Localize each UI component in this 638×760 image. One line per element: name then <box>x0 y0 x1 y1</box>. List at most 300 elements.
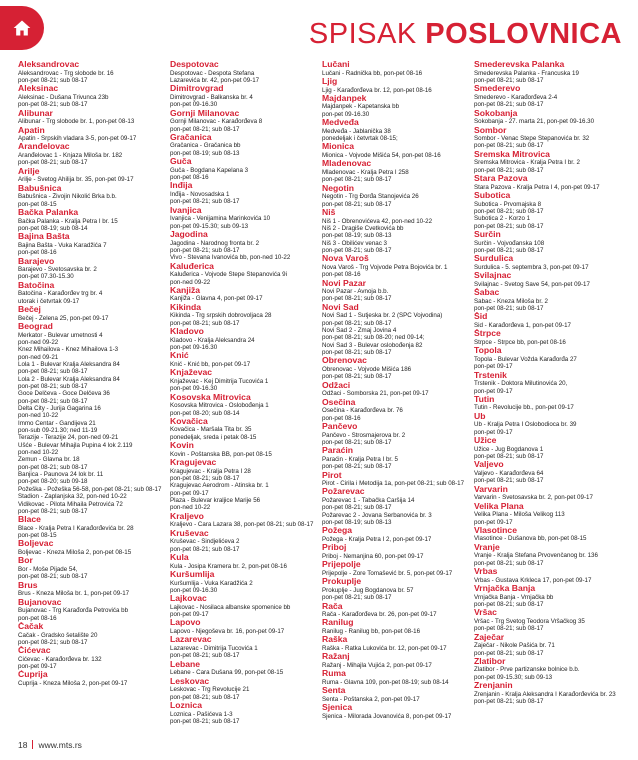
branch-detail: Kragujevac - Kralja Petra I 28 <box>170 467 251 475</box>
branch-detail: Zemun - Glavna br. 18 <box>18 456 80 464</box>
branch-entry <box>170 157 319 181</box>
city-name: Novi Pazar <box>322 278 366 288</box>
city-name: Niš <box>322 207 336 217</box>
branch-detail: Kruševac - Sindjelićeva 2 <box>170 538 240 546</box>
footer-divider <box>32 740 33 749</box>
branch-detail: Rača - Karađorđeva br. 26, pon-pet 09-17 <box>322 611 437 619</box>
branch-entry <box>170 181 319 205</box>
branch-detail: Pančevo - Štrosmajerova br. 2 <box>322 431 406 439</box>
branch-detail: Vlasotince - Dušanova bb, pon-pet 08-15 <box>474 535 587 543</box>
branch-detail: pon-pet 08-16 <box>18 614 57 622</box>
city-name: Mladenovac <box>322 159 372 169</box>
page-title <box>309 18 622 51</box>
city-name: Lučani <box>322 60 350 69</box>
branch-entry <box>474 84 623 108</box>
branch-entry <box>322 422 471 446</box>
branch-detail: Požarevac 2 - Jovana Šerbanovića br. 3 <box>322 511 432 519</box>
branch-detail: Požega - Kralja Petra I 2, pon-pet 09-17 <box>322 536 432 544</box>
branch-detail: Gračanica - Gračanica bb <box>170 142 241 150</box>
city-name: Novi Sad <box>322 302 359 312</box>
city-name: Loznica <box>170 700 202 710</box>
branch-detail: Kanjiža - Glavna 4, pon-pet 09-17 <box>170 295 263 303</box>
branch-detail: pon-ned 09-21 <box>18 353 59 361</box>
branch-entry <box>170 368 319 392</box>
branch-entry <box>18 142 167 166</box>
branch-detail: Ranilug - Ranilug bb, pon-pet 08-16 <box>322 628 421 636</box>
branch-entry <box>170 570 319 594</box>
branch-detail: Ivanjica - Venijamina Marinkovića 10 <box>170 215 271 223</box>
branch-detail: Obrenovac - Vojvode Mišića 186 <box>322 366 412 374</box>
branch-detail: pon-pet 08-21; sub 08-17 <box>18 507 88 515</box>
branch-entry <box>322 356 471 380</box>
branch-detail: pon-pet 08-21; sub 08-17 <box>322 319 392 327</box>
branch-entry <box>322 703 471 720</box>
city-name: Kraljevo <box>170 511 204 521</box>
city-name: Kikinda <box>170 302 202 312</box>
branch-entry <box>474 657 623 681</box>
branch-entry <box>474 126 623 150</box>
branch-entry <box>18 556 167 580</box>
branch-detail: Raška - Ratka Lukovića br. 12, pon-pet 09-17 <box>322 645 447 652</box>
city-name: Obrenovac <box>322 356 367 366</box>
city-name: Jagodina <box>170 229 208 239</box>
branch-entry <box>322 669 471 686</box>
branch-detail: pon-pet 09-16.30 <box>170 385 218 393</box>
branch-detail: Bečej - Zelena 25, pon-pet 09-17 <box>18 314 109 322</box>
branch-detail: Požeška - Požeška 56-58, pon-pet 08-21; sub 08-17 <box>18 485 162 493</box>
city-name: Paraćin <box>322 446 354 456</box>
branch-detail: Surčin - Vojvođanska 108 <box>474 239 545 247</box>
branch-detail: Brus - Kneza Miloša br. 1, pon-pet 09-17 <box>18 590 130 598</box>
branch-detail: Prijepolje - Zore Tomašević br. 5, pon-pet 09-17 <box>322 569 453 577</box>
branch-detail: Knjaževac - Kej Dimitrija Tucovića 1 <box>170 377 269 385</box>
city-name: Šid <box>474 312 488 322</box>
city-name: Kanjiža <box>170 285 201 295</box>
branch-entry <box>474 371 623 395</box>
city-name: Ub <box>474 411 486 421</box>
city-name: Dimitrovgrad <box>170 84 224 94</box>
branch-entry <box>170 303 319 327</box>
branch-detail: utorak i četvrtak 09-17 <box>18 297 80 305</box>
city-name: Lebane <box>170 659 201 669</box>
branch-entry <box>322 94 471 118</box>
branch-entry <box>170 109 319 133</box>
city-name: Alibunar <box>18 108 53 118</box>
branch-entry <box>18 84 167 108</box>
branch-detail: Subotica - Prvomajska 8 <box>474 200 542 208</box>
city-name: Svilajnac <box>474 271 512 281</box>
branch-detail: Lola 2 - Bulevar Kralja Aleksandra 84 <box>18 375 120 383</box>
city-name: Kovačica <box>170 416 208 426</box>
branch-entry <box>474 230 623 254</box>
city-name: Bajina Bašta <box>18 232 70 242</box>
branch-detail: pon-pet 09-17 <box>474 428 513 436</box>
branch-entry <box>18 322 167 515</box>
branch-detail: pon-pet 08-21; sub 08-17 <box>18 573 88 581</box>
branch-detail: Banjica - Paunova 24 lok br. 11 <box>18 471 104 479</box>
branch-detail: Kikinda - Trg srpskih dobrovoljaca 28 <box>170 312 272 320</box>
branch-detail: Užice - Jug Bogdanova 1 <box>474 445 544 453</box>
branch-detail: pon-ned 10-22 <box>18 449 59 457</box>
city-name: Boljevac <box>18 539 54 549</box>
city-name: Užice <box>474 436 497 446</box>
branch-detail: Stara Pazova - Kralja Petra I 4, pon-pet 09-17 <box>474 183 600 191</box>
city-name: Pirot <box>322 470 342 480</box>
branch-entry <box>322 543 471 560</box>
city-name: Vranje <box>474 542 500 552</box>
branch-entry <box>170 512 319 529</box>
branch-detail: Medveđa - Jablanička 38 <box>322 127 391 135</box>
home-icon <box>12 18 32 38</box>
city-name: Despotovac <box>170 60 219 69</box>
branch-detail: pon-pet 08-19; sub 08-13 <box>322 519 392 527</box>
city-name: Smederevska Palanka <box>474 60 565 69</box>
branch-detail: pon-pet 08-21; sub 08-17 <box>474 453 544 460</box>
branch-detail: pon-ned 10-22 <box>170 504 211 512</box>
city-name: Ražanj <box>322 652 350 662</box>
branch-detail: Blace - Kralja Petra I Karađorđevića br. 28 <box>18 524 134 532</box>
branch-entry <box>322 303 471 357</box>
branch-detail: Despotovac - Despota Stefana <box>170 69 255 77</box>
branch-detail: pon-pet 08-21; sub 08-17 <box>474 142 544 150</box>
branch-detail: pon-pet 08-21; sub 08-17 <box>322 176 392 184</box>
branch-entry <box>474 312 623 329</box>
branch-detail: pon-pet 08-21; sub 08-17 <box>474 76 544 84</box>
branch-detail: pon-pet 09-17 <box>18 663 57 671</box>
branch-entry <box>170 327 319 351</box>
branch-entry <box>170 206 319 230</box>
branch-entry <box>322 635 471 652</box>
branch-detail: pon-pet 09-17 <box>170 489 209 497</box>
city-name: Ranilug <box>322 618 354 628</box>
branch-entry <box>322 577 471 601</box>
city-name: Majdanpek <box>322 93 367 103</box>
city-name: Bečej <box>18 305 41 315</box>
branch-detail: Ćuprija - Kneza Miloša 2, pon-pet 09-17 <box>18 680 128 688</box>
branch-entry <box>474 633 623 657</box>
branch-detail: pon-pet 08-21; sub 08-17 <box>170 652 240 660</box>
branch-detail: pon-sub 09-21.30; ned 11-19 <box>18 427 98 435</box>
branch-detail: pon-pet 08-21; sub 08-17 <box>322 463 392 471</box>
branch-detail: pon-pet 08-21; sub 08-17 <box>170 246 240 254</box>
city-name: Stara Pazova <box>474 174 528 184</box>
branch-detail: pon-ned 09-22 <box>18 338 59 346</box>
branch-entry <box>170 351 319 368</box>
branch-detail: Merkator - Bulevar umetnosti 4 <box>18 331 103 339</box>
city-name: Inđija <box>170 181 193 191</box>
branch-detail: pon-pet 08-21; sub 08-17 <box>18 638 88 646</box>
branch-detail: Dimitrovgrad - Balkanska br. 4 <box>170 93 253 101</box>
branch-detail: pon-pet 08-19; sub 08-13 <box>322 232 392 240</box>
branch-detail: Kula - Josipa Kramera br. 2, pon-pet 08-16 <box>170 562 287 570</box>
branch-detail: Kaluđerica - Vojvode Stepe Stepanovića 9i <box>170 271 287 279</box>
branch-detail: Kovin - Poštanska BB, pon-pet 08-15 <box>170 450 272 458</box>
branch-detail: pon-pet 09-15.30; sub 09-13 <box>170 222 249 230</box>
branch-detail: Bor - Moše Pijade 54, <box>18 566 78 573</box>
branch-detail: Bačka Palanka - Kralja Petra I br. 15 <box>18 217 118 225</box>
branch-entry <box>474 436 623 460</box>
branch-detail: Kuršumlija - Vuka Karadžića 2 <box>170 579 253 587</box>
page-title-part2: POSLOVNICA <box>425 18 622 50</box>
city-name: Gornji Milanovac <box>170 108 240 118</box>
branch-entry <box>170 701 319 725</box>
city-name: Raška <box>322 635 348 645</box>
branch-detail: pon-pet 08-21; sub 08-17 <box>18 76 88 84</box>
branch-detail: Vivo - Stevana Ivanovića bb, pon-ned 10-22 <box>170 254 291 262</box>
branch-entry <box>322 159 471 183</box>
city-name: Prokuplje <box>322 577 362 587</box>
city-name: Smederevo <box>474 84 521 94</box>
branch-entry <box>18 305 167 322</box>
branch-entry <box>474 288 623 312</box>
branch-entry <box>474 191 623 230</box>
city-name: Odžaci <box>322 380 351 390</box>
branch-detail: pon-pet 08-21; sub 08-17 <box>18 368 88 376</box>
city-name: Knjaževac <box>170 368 213 378</box>
branch-detail: pon-pet 08-21; sub 08-17 <box>322 349 392 357</box>
branch-detail: pon-pet 08-21; sub 08-17 <box>474 207 544 215</box>
branch-detail: Topola - Bulevar Vožda Karađorđa 27 <box>474 355 577 363</box>
branch-entry <box>18 581 167 598</box>
city-name: Zlatibor <box>474 656 506 666</box>
branch-detail: Šabac - Kneza Miloša br. 2 <box>474 297 548 305</box>
branch-entry <box>474 681 623 705</box>
branch-detail: Vršac - Trg Svetog Teodora Vršačkog 35 <box>474 617 585 625</box>
city-name: Kosovska Mitrovica <box>170 392 251 402</box>
branch-detail: pon-ned 10-22 <box>18 412 59 420</box>
city-name: Ivanjica <box>170 205 202 215</box>
branch-detail: Lebane - Cara Dušana 99, pon-pet 08-15 <box>170 669 284 677</box>
branch-detail: Požarevac 1 - Tabačka Čaršija 14 <box>322 497 415 505</box>
home-button[interactable] <box>0 6 44 50</box>
branch-entry <box>322 184 471 208</box>
branch-detail: Ražanj - Mihajla Vujića 2, pon-pet 09-17 <box>322 661 432 669</box>
branch-detail: ponedeljak i četvrtak 08-15; <box>322 135 398 143</box>
branch-detail: Plaza - Bulevar kraljice Marije 56 <box>170 497 261 505</box>
branch-detail: pon-pet 08-21; sub 08-17 <box>170 717 240 725</box>
city-name: Ruma <box>322 669 346 679</box>
city-name: Vlasotince <box>474 525 517 535</box>
branch-entry <box>474 412 623 436</box>
city-name: Surdulica <box>474 254 514 264</box>
branch-entry <box>170 458 319 512</box>
city-name: Čačak <box>18 621 44 631</box>
branch-detail: Bajina Bašta - Vuka Karadžića 7 <box>18 241 107 249</box>
branch-detail: pon-pet 08-16 <box>170 174 209 182</box>
branch-entry <box>322 398 471 422</box>
branch-detail: pon-pet 08-21; sub 08-17 <box>474 222 544 230</box>
city-name: Štrpce <box>474 329 501 339</box>
city-name: Šabac <box>474 288 500 298</box>
branch-detail: Jagodina - Narodnog fronta br. 2 <box>170 239 260 247</box>
branch-detail: Lola 1 - Bulevar Kralja Aleksandra 84 <box>18 360 120 368</box>
branch-entry <box>170 618 319 635</box>
branch-detail: Štrpce - Štrpce bb, pon-pet 08-16 <box>474 338 566 346</box>
city-name: Aleksandrovac <box>18 60 80 69</box>
branch-entry <box>322 77 471 94</box>
branch-entry <box>18 539 167 556</box>
branch-detail: Apatin - Srpskih vladara 3-5, pon-pet 09-17 <box>18 135 137 143</box>
city-name: Priboj <box>322 543 347 553</box>
city-name: Aleksinac <box>18 84 59 94</box>
branch-entry <box>474 543 623 567</box>
branch-detail: Subotica 2 - Korzo 1 <box>474 215 531 223</box>
branch-detail: pon-pet 08-21; sub 08-17 <box>474 305 544 313</box>
city-name: Požarevac <box>322 487 365 497</box>
branch-entry <box>474 502 623 526</box>
city-name: Lazarevac <box>170 635 212 645</box>
branch-detail: Lapovo - Njegoševa br. 16, pon-pet 09-17 <box>170 628 285 636</box>
branch-entry <box>474 174 623 191</box>
branch-detail: Pirot - Ćirila i Metodija 1a, pon-pet 08-21; sub 08-17 <box>322 480 465 488</box>
branch-detail: pon-pet 09-16.30 <box>170 586 218 594</box>
city-name: Bujanovac <box>18 597 62 607</box>
city-name: Trstenik <box>474 370 507 380</box>
branch-detail: Valjevo - Karađorđeva 64 <box>474 469 544 477</box>
branch-detail: Niš 1 - Obrenovićeva 42, pon-ned 10-22 <box>322 217 433 225</box>
branch-detail: pon-pet 08-21; sub 08-17 <box>474 166 544 174</box>
branch-detail: Lučani - Radnička bb, pon-pet 08-16 <box>322 69 423 77</box>
branch-detail: Novi Sad 2 - Zmaj Jovina 4 <box>322 327 397 335</box>
branch-entry <box>170 60 319 84</box>
branch-entry <box>474 109 623 126</box>
branch-detail: Immo Centar - Gandijeva 21 <box>18 419 96 427</box>
branch-entry <box>18 167 167 184</box>
city-name: Senta <box>322 686 346 696</box>
branch-detail: pon-pet 08-21; sub 08-17 <box>474 101 544 109</box>
branch-detail: pon-pet 08-21; sub 08-20; ned 09-14; <box>322 334 425 342</box>
branch-entry <box>170 677 319 701</box>
branch-detail: pon-pet 08-16 <box>18 249 57 257</box>
branch-detail: Vrbas - Gustava Krkleca 17, pon-pet 09-17 <box>474 576 592 584</box>
branch-entry <box>322 118 471 142</box>
city-name: Kaluđerica <box>170 261 214 271</box>
city-name: Mionica <box>322 142 354 152</box>
branch-detail: Mionica - Vojvode Mišića 54, pon-pet 08-16 <box>322 152 441 160</box>
branch-entry <box>18 257 167 281</box>
footer <box>18 740 82 750</box>
branch-detail: pon-pet 08-21; sub 08-17 <box>170 475 240 483</box>
branch-detail: Velika Plana - Miloša Velikog 113 <box>474 511 565 519</box>
branch-entry <box>474 346 623 370</box>
branch-detail: Sokobanja - 27. marta 21, pon-pet 09-16.30 <box>474 118 595 126</box>
branch-detail: Gornji Milanovac - Karađorđeva 8 <box>170 118 263 126</box>
city-name: Bor <box>18 556 33 566</box>
branch-detail: pon-pet 08-21; sub 08-17 <box>322 373 392 381</box>
branch-detail: Novi Sad 1 - Sutjeska br. 2 (SPC Vojvodina) <box>322 312 443 320</box>
branch-detail: pon-pet 08-21; sub 08-17 <box>170 693 240 701</box>
city-name: Zrenjanin <box>474 681 513 691</box>
branch-detail: Alibunar - Trg slobode br. 1, pon-pet 08-13 <box>18 118 135 126</box>
branch-entry <box>474 254 623 271</box>
branch-detail: Knez Mihailova - Knez Mihailova 1-3 <box>18 346 119 354</box>
branch-detail: Novi Pazar - Avnoja b.b. <box>322 288 389 296</box>
branch-detail: Sremska Mitrovica - Kralja Petra I br. 2 <box>474 159 580 167</box>
city-name: Topola <box>474 346 502 356</box>
branch-column-3 <box>322 60 474 736</box>
city-name: Čićevac <box>18 646 51 656</box>
branch-detail: pon-pet 08-19; sub 08-13 <box>170 149 240 157</box>
branch-detail: pon-pet 08-21; sub 08-17 <box>474 625 544 633</box>
city-name: Apatin <box>18 125 45 135</box>
branch-detail: Odžaci - Somborska 21, pon-pet 09-17 <box>322 390 429 398</box>
branch-detail: Loznica - Pašićeva 1-3 <box>170 710 233 718</box>
city-name: Lajkovac <box>170 594 207 604</box>
city-name: Barajevo <box>18 256 55 266</box>
branch-entry <box>474 271 623 288</box>
branch-detail: pon-pet 09-15.30; sub 09-13 <box>474 673 553 681</box>
page-title-part1: SPISAK <box>308 18 426 50</box>
branch-entry <box>322 652 471 669</box>
branch-list <box>18 60 626 736</box>
branch-detail: Aleksandrovac - Trg slobode br. 16 <box>18 69 114 77</box>
branch-detail: pon-pet 08-21; sub 08-17 <box>474 477 544 485</box>
branch-detail: Mladenovac - Kralja Petra I 258 <box>322 168 409 176</box>
branch-detail: pon-pet 08-20; sub 08-14 <box>170 409 240 417</box>
branch-entry <box>170 635 319 659</box>
branch-detail: Lazarevića br. 42, pon-pet 09-17 <box>170 76 260 84</box>
branch-detail: pon-pet 08-21; sub 08-17 <box>170 319 240 327</box>
branch-detail: Kosovska Mitrovica - Oslobođenja 1 <box>170 402 269 410</box>
city-name: Ljig <box>322 76 338 86</box>
branch-detail: Leskovac - Trg Revolucije 21 <box>170 686 250 694</box>
branch-detail: pon-ned 09-22 <box>170 278 211 286</box>
branch-detail: Vrnjačka Banja - Vrnjačka bb <box>474 593 554 601</box>
branch-detail: pon-pet 08-21; sub 08-17 <box>170 545 240 553</box>
branch-detail: pon-pet 08-21; sub 08-17 <box>322 246 392 254</box>
branch-entry <box>18 232 167 256</box>
branch-entry <box>18 646 167 670</box>
branch-detail: pon-pet 08-21; sub 08-17 <box>474 649 544 657</box>
branch-entry <box>322 446 471 470</box>
branch-detail: Zlatibor - Prve partizanske bolnice b.b. <box>474 666 580 674</box>
branch-entry <box>474 526 623 543</box>
branch-detail: Smederevska Palanka - Francuska 19 <box>474 69 579 77</box>
city-name: Tutin <box>474 394 495 404</box>
city-name: Sombor <box>474 125 507 135</box>
branch-detail: Sombor - Venac Stepe Stepanovića br. 32 <box>474 135 590 143</box>
branch-entry <box>170 262 319 286</box>
branch-detail: Arilje - Svetog Ahilija br. 35, pon-pet 09-17 <box>18 176 134 184</box>
branch-detail: Aranđelovac 1 - Knjaza Miloša br. 182 <box>18 152 123 160</box>
city-name: Kula <box>170 552 189 562</box>
branch-detail: Nova Varoš - Trg Vojvode Petra Bojovića br. 1 <box>322 263 448 271</box>
branch-entry <box>474 567 623 584</box>
branch-entry <box>322 487 471 526</box>
branch-column-2 <box>170 60 322 736</box>
website-link[interactable]: www.mts.rs <box>38 740 82 750</box>
branch-detail: Zrenjanin - Kralja Aleksandra I Karađorđevića br. 23 <box>474 690 616 698</box>
branch-detail: pon-pet 08-15 <box>18 200 57 208</box>
city-name: Vrbas <box>474 567 498 577</box>
branch-detail: pon-pet 09-17 <box>170 611 209 619</box>
city-name: Arilje <box>18 166 40 176</box>
city-name: Kruševac <box>170 528 209 538</box>
branch-detail: pon-pet 08-21; sub 08-17 <box>474 600 544 608</box>
branch-entry <box>170 660 319 677</box>
branch-entry <box>18 184 167 208</box>
branch-detail: pon-pet 08-21; sub 08-17 <box>170 198 240 206</box>
branch-entry <box>18 126 167 143</box>
branch-entry <box>170 441 319 458</box>
branch-detail: Prokuplje - Jug Bogdanova br. 57 <box>322 586 414 594</box>
city-name: Pančevo <box>322 421 358 431</box>
branch-entry <box>322 254 471 278</box>
city-name: Surčin <box>474 229 501 239</box>
branch-detail: pon-pet 08-16 <box>322 414 361 422</box>
branch-detail: Knić - Knić bb, pon-pet 09-17 <box>170 360 251 368</box>
branch-detail: Priboj - Nemanjina 60, pon-pet 09-17 <box>322 552 424 560</box>
